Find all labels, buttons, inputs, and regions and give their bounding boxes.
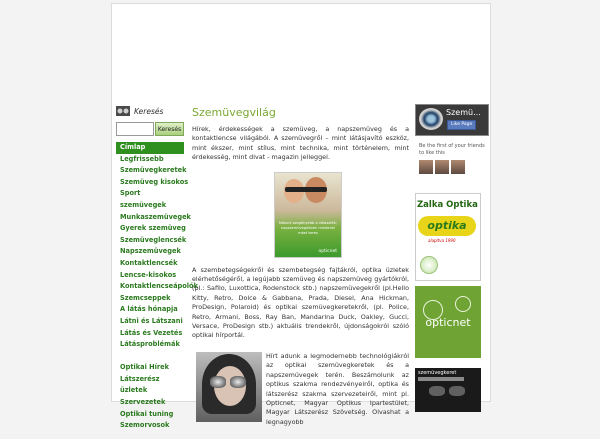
nav-item-szervezetek[interactable]: Szervezetek <box>120 398 166 407</box>
nav-item-latas-honapja[interactable]: A látás hónapja <box>120 305 178 314</box>
nav-item-sport[interactable]: Sport <box>120 189 141 198</box>
nav-item-gyerek-szemuveg[interactable]: Gyerek szemüveg <box>120 224 186 233</box>
zalka-since-text: alapítva 1990 <box>428 238 456 243</box>
nav-item-szemuveg-kisokos[interactable]: Szemüveg kisokos <box>120 177 189 186</box>
avatar[interactable] <box>451 160 465 174</box>
photo-lens-right <box>230 376 246 388</box>
facebook-friend-avatars <box>415 160 489 174</box>
avatar[interactable] <box>419 160 433 174</box>
contact-lens-icon <box>420 256 438 274</box>
search-form <box>116 122 184 136</box>
photo-lens-left <box>210 376 226 388</box>
szemuvegkeret-ad-label: szemüvegkeret <box>418 370 457 376</box>
nav-item-szemuveglencsek[interactable]: Szemüveglencsék <box>120 235 187 244</box>
page-container <box>111 3 491 430</box>
right-sidebar <box>415 104 489 412</box>
ad-bar <box>418 377 464 381</box>
nav-item-kontaktlencsek[interactable]: Kontaktlencsék <box>120 258 178 267</box>
body-paragraph-tech: Hírt adunk a legmodernebb technológiákról az optikai szemüvegkeretek és a napszemüvegek terén. Beszámolunk az optikus szakma rendezvényeiről, optika és látszerész szakma szervezeteiről, mint pl. Opticnet, Magyar Optikus Ipartestület, Magyar Látszerész Szövetség. Olvashat a legnagyobb <box>266 351 409 426</box>
page-title: Szemüvegvilág <box>192 106 276 119</box>
facebook-widget <box>415 104 489 174</box>
nav-item-optikai-hirek[interactable]: Optikai Hírek <box>120 363 170 372</box>
promo-caption: Nálunk szegényebb a választék; napszemüvegekben mindenki mást keres <box>279 220 337 235</box>
facebook-widget-header[interactable] <box>415 104 489 136</box>
nav-item-szemcseppek[interactable]: Szemcseppek <box>120 293 171 302</box>
avatar[interactable] <box>435 160 449 174</box>
promo-banner[interactable] <box>274 172 342 258</box>
nav-item-sport-szemuvegek[interactable]: szemüvegek <box>120 200 167 209</box>
nav-item-kontaktlencseapolok[interactable]: Kontaktlencseápolók <box>120 282 198 291</box>
tech-section <box>192 351 409 426</box>
search-input[interactable] <box>116 122 154 136</box>
nav-item-munkaszemuvegek[interactable]: Munkaszemüvegek <box>120 212 191 221</box>
body-paragraph-brands: A szembetegségekről és szembetegség fajtákról, optika üzletek elérhetőségéről, a legújabb szemüveg és napszemüveg gyártókról, (pl.: Safilo, Luxottica, Rodenstock stb.) napszemüvegekről (pl.Hello Kitty, Retro, Dolce & Gabbana, Prada, Diesel, Ana Hickman, ProDesign, Polaroid) és optikai szemüvegkeretekről, (pl. Police, Retro, Armani, Boss, Ray Ban, Mandarina Duck, Oakley, Gucci, Versace, ProDesign stb.) aktuális trendekről, újdonságokról szóló optikai hírportál. <box>192 265 409 340</box>
left-sidebar <box>116 104 198 439</box>
search-heading <box>116 104 184 118</box>
nav-item-napszemuvegek[interactable]: Napszemüvegek <box>120 247 181 256</box>
nav-spacer <box>116 351 184 363</box>
nav-item-uzletek[interactable]: üzletek <box>120 386 148 395</box>
zalka-ad-title: Zalka Optika <box>417 200 478 210</box>
nav-item-optikai-tuning[interactable]: Optikai tuning <box>120 409 174 418</box>
nav-item-legfrissebb[interactable]: Legfrissebb <box>120 154 164 163</box>
promo-sunglasses <box>285 187 327 192</box>
sunglasses-lens-icon <box>429 386 445 396</box>
facebook-like-text: Be the first of your friends to like this <box>419 143 485 156</box>
sunglasses-photo <box>196 352 262 422</box>
nav-item-latas-es-vezetes[interactable]: Látás és Vezetés <box>120 328 183 337</box>
promo-brand: opticnet <box>318 248 337 254</box>
intro-text: Hírek, érdekességek a szemüveg, a napszemüveg és a kontaktlencse világából. A szemüvegről – mint látásjavító eszköz, mint ékszer, mint stílus, mint technika, mint történelem, mint érdekesség, mint divat - magazin jelleggel. <box>192 125 409 162</box>
nav-item-lencse-kisokos[interactable]: Lencse-kisokos <box>120 270 177 279</box>
opticnet-ad-label: opticnet <box>425 316 471 329</box>
szemuvegkeret-ad[interactable] <box>415 368 481 412</box>
search-button[interactable]: Keresés <box>155 122 184 136</box>
opticnet-ad[interactable] <box>415 286 481 358</box>
nav-item-latasproblemak[interactable]: Látásproblémák <box>120 340 180 349</box>
zalka-optika-logo <box>418 216 476 236</box>
zalka-logo-text: optika <box>427 219 467 232</box>
eye-logo-icon <box>419 108 443 130</box>
glasses-icon <box>116 106 130 116</box>
nav-item-cimlap[interactable]: Címlap <box>116 142 184 154</box>
main-content <box>192 106 409 426</box>
search-heading-label: Keresés <box>134 106 164 116</box>
zalka-optika-ad[interactable] <box>415 193 481 281</box>
sidebar-nav <box>116 142 198 432</box>
nav-item-szemorvosok[interactable]: Szemorvosok <box>120 421 170 430</box>
ring-decoration-icon <box>455 296 471 312</box>
facebook-page-title[interactable]: Szemü... <box>446 108 481 117</box>
nav-item-szemuvegkeretek[interactable]: Szemüvegkeretek <box>120 166 187 175</box>
nav-item-latni-es-latszani[interactable]: Látni és Látszani <box>120 316 183 325</box>
sunglasses-lens-icon <box>449 386 465 396</box>
nav-item-latszeresz[interactable]: Látszerész <box>120 374 160 383</box>
facebook-like-button[interactable]: Like Page <box>447 120 476 130</box>
